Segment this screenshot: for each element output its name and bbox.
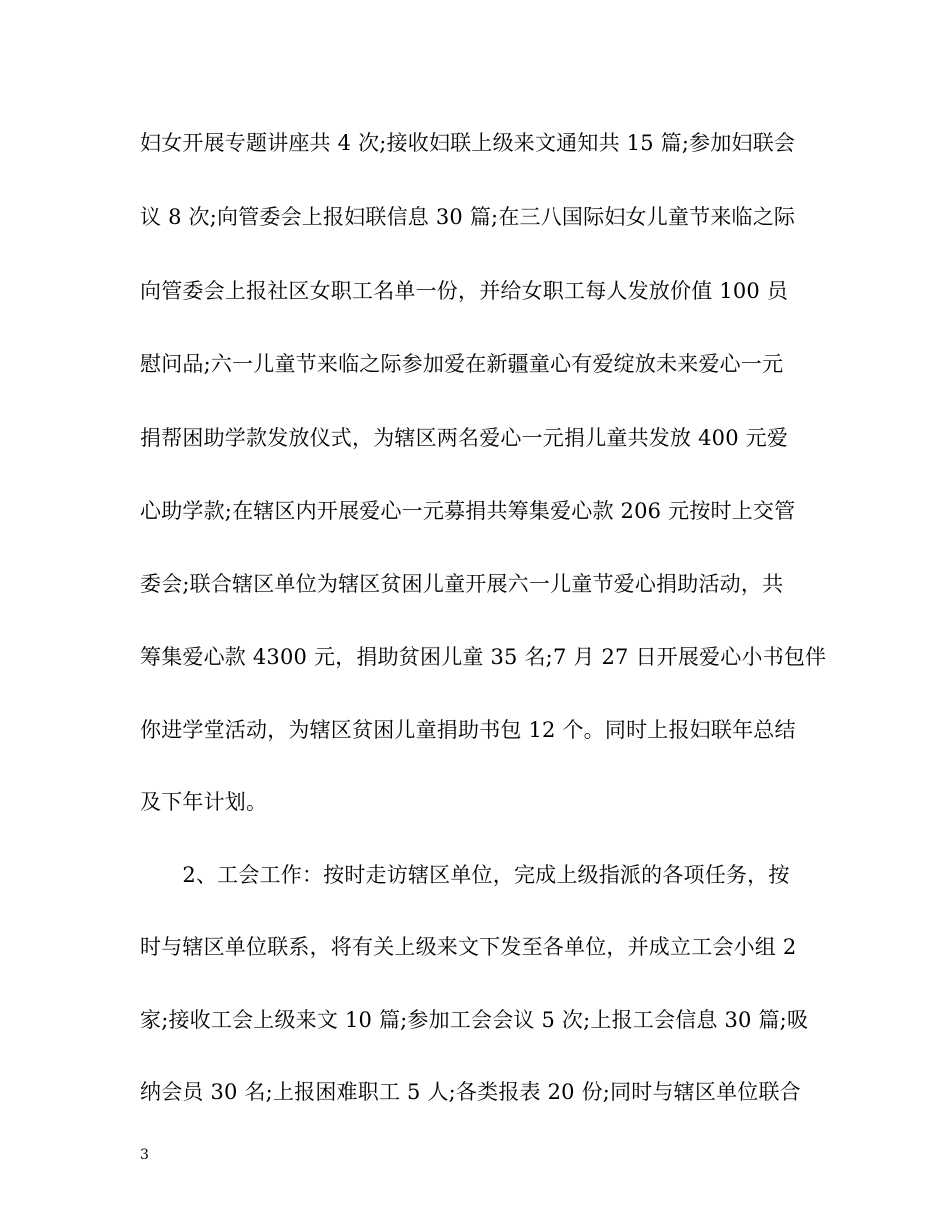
text-line: 议 8 次;向管委会上报妇联信息 30 篇;在三八国际妇女儿童节来临之际: [140, 205, 796, 229]
text-line: 时与辖区单位联系，将有关上级来文下发至各单位，并成立工会小组 2: [140, 935, 797, 959]
text-line: 捐帮困助学款发放仪式，为辖区两名爱心一元捐儿童共发放 400 元爱: [140, 426, 789, 450]
text-line: 及下年计划。: [140, 790, 268, 814]
page-number: 3: [140, 1147, 149, 1163]
text-line: 你进学堂活动，为辖区贫困儿童捐助书包 12 个。同时上报妇联年总结: [140, 718, 796, 742]
text-line: 向管委会上报社区女职工名单一份，并给女职工每人发放价值 100 员: [140, 279, 789, 303]
text-line: 妇女开展专题讲座共 4 次;接收妇联上级来文通知共 15 篇;参加妇联会: [140, 131, 796, 155]
text-line: 筹集爱心款 4300 元，捐助贫困儿童 35 名;7 月 27 日开展爱心小书包伴: [140, 645, 827, 669]
text-line: 家;接收工会上级来文 10 篇;参加工会会议 5 次;上报工会信息 30 篇;吸: [140, 1008, 809, 1032]
text-line: 心助学款;在辖区内开展爱心一元募捐共筹集爱心款 206 元按时上交管: [140, 499, 796, 523]
text-line: 委会;联合辖区单位为辖区贫困儿童开展六一儿童节爱心捐助活动，共: [140, 572, 784, 596]
text-line: 纳会员 30 名;上报困难职工 5 人;各类报表 20 份;同时与辖区单位联合: [140, 1080, 801, 1104]
text-line: 慰问品;六一儿童节来临之际参加爱在新疆童心有爱绽放未来爱心一元: [140, 352, 784, 376]
text-line: 2、工会工作：按时走访辖区单位，完成上级指派的各项任务，按: [140, 863, 790, 887]
